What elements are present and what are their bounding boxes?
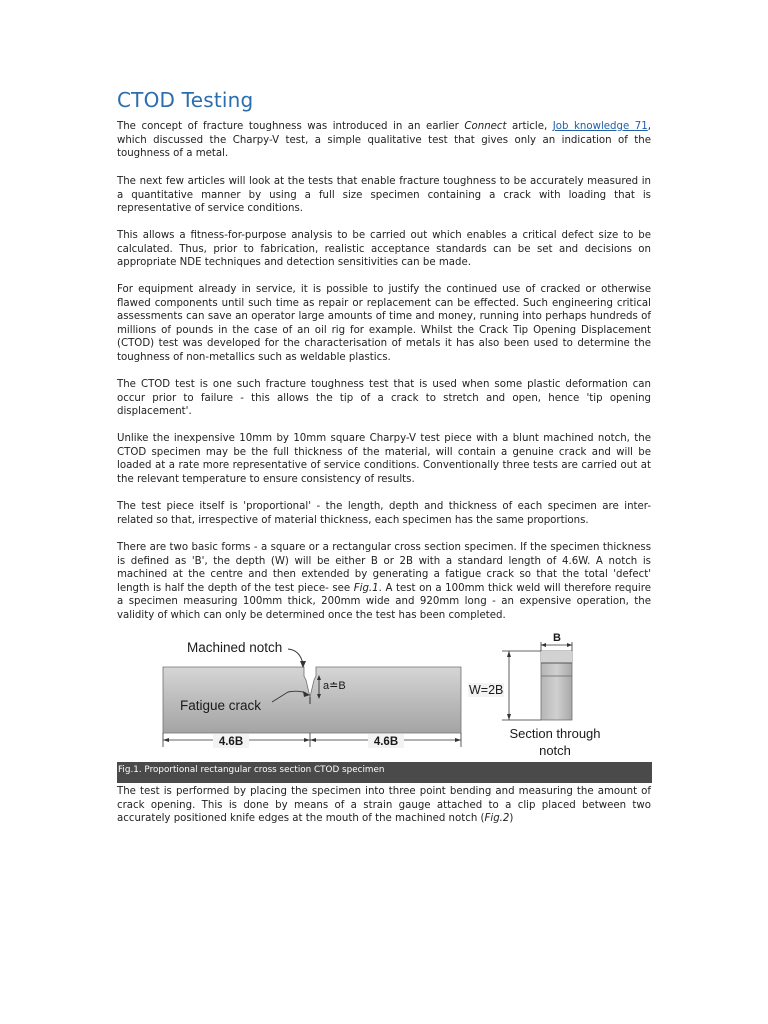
paragraph-three-point-bending xyxy=(117,785,651,826)
length-arrow-4 xyxy=(455,738,461,742)
forms-text-end: . A test on a 100mm thick weld will therefore require a specimen measuring 100mm thick, 200mm wide and 920mm long - an expensive operation, the validity of which can only be determined once the test has been completed. xyxy=(117,582,651,621)
paragraph-equipment-in-service: For equipment already in service, it is possible to justify the continued use of cracked or otherwise flawed components until such time as repair or replacement can be effected. Such engineering critical assessments can save an operator large amounts of time and money, running into perhaps hundreds of millions of pounds in the case of an oil rig for example. Whilst the Crack Tip Opening Displacement (CTOD) test was developed for the characterisation of metals it has also been used to determine the toughness of non-metallics such as weldable plastics. xyxy=(117,284,651,363)
w-arrow-bottom xyxy=(507,714,511,720)
page-title: CTOD Testing xyxy=(117,88,254,112)
a-approx-b-label: a≐B xyxy=(323,680,346,692)
length-arrow-3 xyxy=(310,738,316,742)
length-arrow-2 xyxy=(304,738,310,742)
b-arrow-right xyxy=(567,643,572,647)
paragraph-quantitative: The next few articles will look at the tests that enable fracture toughness to be accurately measured in a quantitative manner by using a full size specimen containing a crack with loading that is representative of service conditions. xyxy=(117,176,651,215)
ctod-specimen-figure xyxy=(160,630,620,762)
bending-text-start: The test is performed by placing the specimen into three point bending and measuring the amount of crack opening. This is done by means of a strain gauge attached to a clip placed between two accurately positioned knife edges at the mouth of the machined notch ( xyxy=(117,786,651,825)
left-length-label: 4.6B xyxy=(218,736,244,748)
fig1-reference: Fig.1 xyxy=(353,582,379,594)
figure-caption-text: Fig.1. Proportional rectangular cross section CTOD specimen xyxy=(118,765,385,775)
paragraph-ctod-definition: The CTOD test is one such fracture toughness test that is used when some plastic deformation can occur prior to failure - this allows the tip of a crack to stretch and open, hence 'tip opening displacement'. xyxy=(117,379,651,418)
section-label-line2: notch xyxy=(539,743,571,758)
intro-text-start: The concept of fracture toughness was introduced in an earlier xyxy=(117,121,465,132)
paragraph-intro xyxy=(117,120,651,161)
fig2-reference: Fig.2 xyxy=(484,813,510,825)
intro-text-mid: article, xyxy=(506,121,553,132)
b-arrow-left xyxy=(541,643,546,647)
paragraph-fitness-for-purpose: This allows a fitness-for-purpose analysis to be carried out which enables a critical defect size to be calculated. Thus, prior to fabrication, realistic acceptance standards can be set and decisions on appropriate NDE techniques and detection sensitivities can be made. xyxy=(117,230,651,269)
w-arrow-top xyxy=(507,651,511,657)
bending-text-end: ) xyxy=(509,813,514,825)
paragraph-proportional: The test piece itself is 'proportional' - the length, depth and thickness of each specimen are inter-related so that, irrespective of material thickness, each specimen has the same proportions. xyxy=(117,501,651,526)
section-label-line1: Section through xyxy=(509,726,601,741)
right-length-label: 4.6B xyxy=(373,736,399,748)
figure-caption xyxy=(117,762,652,783)
paragraph-specimen-forms xyxy=(117,541,651,623)
intro-text-end: , which discussed the Charpy-V test, a simple qualitative test that gives only an indication of the toughness of a metal. xyxy=(117,121,651,160)
length-arrow-1 xyxy=(163,738,169,742)
w-equals-2b-label: W=2B xyxy=(469,683,504,697)
paragraph-charpy-comparison: Unlike the inexpensive 10mm by 10mm square Charpy-V test piece with a blunt machined notch, the CTOD specimen may be the full thickness of the material, will contain a genuine crack and will be loaded at a rate more representative of service conditions. Conventionally three tests are carried out at the relevant temperature to ensure consistency of results. xyxy=(117,433,651,485)
forms-text-start: There are two basic forms - a square or a rectangular cross section specimen. If the specimen thickness is defined as 'B', the depth (W) will be either B or 2B with a standard length of 4.6W. A notch is machined at the centre and then extended by generating a fatigue crack so that the total 'defect' length is half the depth of the test piece- see xyxy=(117,542,651,594)
connect-magazine-name: Connect xyxy=(464,121,507,132)
fatigue-crack-label: Fatigue crack xyxy=(180,698,262,713)
section-notch-band xyxy=(541,651,572,663)
b-label: B xyxy=(553,632,561,644)
job-knowledge-71-link[interactable]: Job knowledge 71 xyxy=(552,121,648,132)
machined-notch-label: Machined notch xyxy=(187,640,283,655)
